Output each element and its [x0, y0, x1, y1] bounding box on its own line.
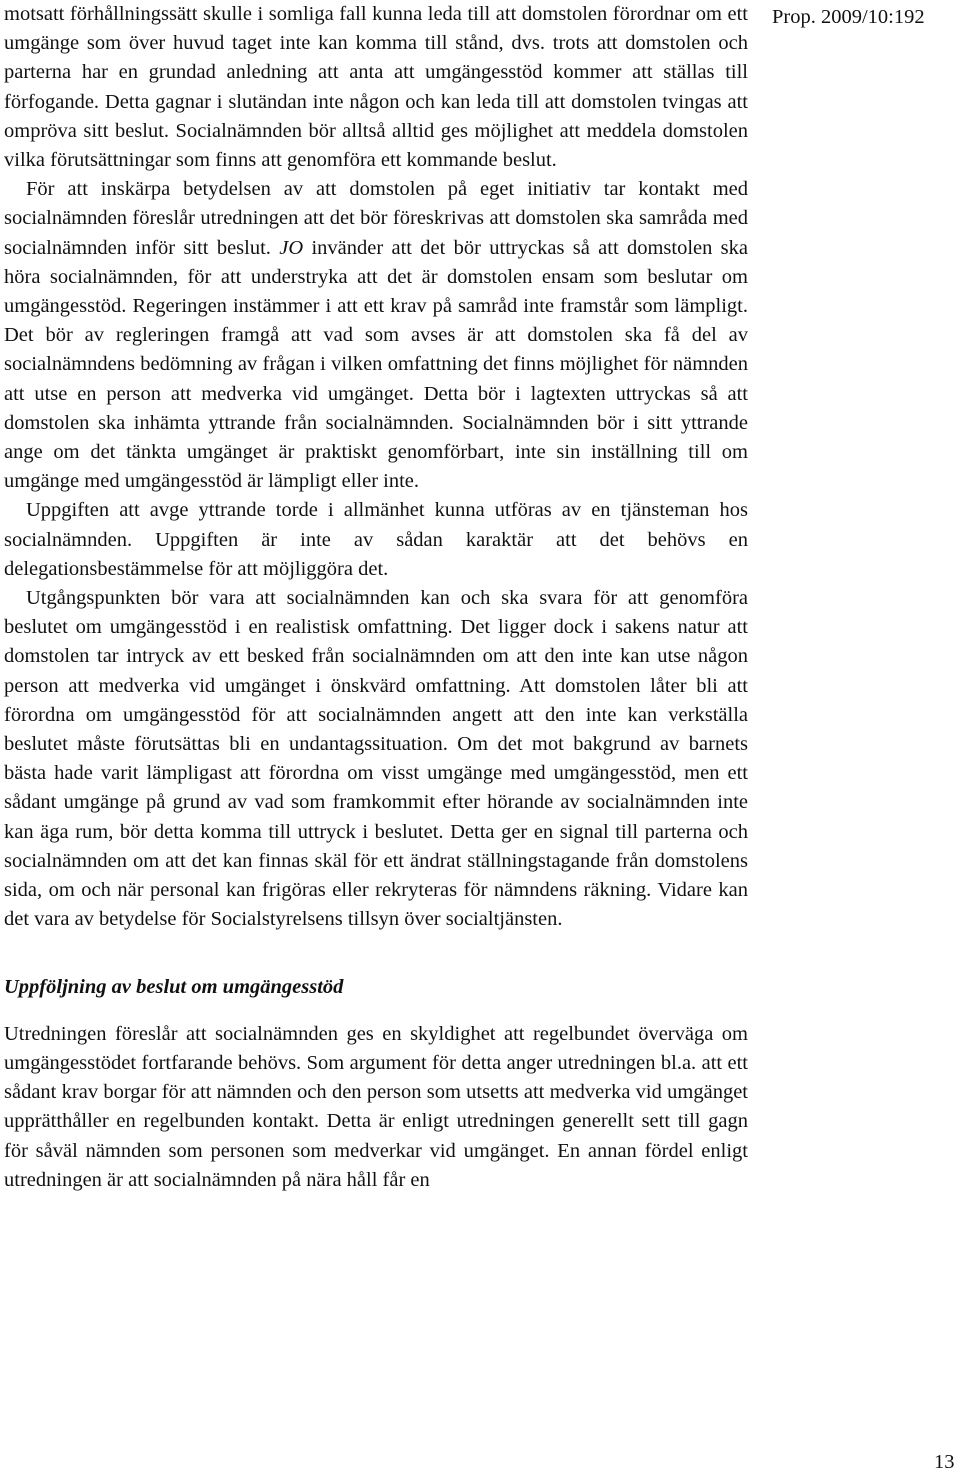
- proposition-reference: Prop. 2009/10:192: [772, 6, 925, 28]
- paragraph-delegation: Uppgiften att avge yttrande torde i allmänhet kunna utföras av en tjänsteman hos socialnämnden. Uppgiften är inte av sådan karaktär att det behövs en delegationsbestämmelse för att möjliggöra det.: [4, 499, 748, 580]
- paragraph-consultation: [4, 175, 748, 496]
- page-number: 13: [934, 1451, 955, 1473]
- jo-abbreviation: JO: [279, 236, 304, 259]
- paragraph-consultation-text-after: invänder att det bör uttryckas så att domstolen ska höra socialnämnden, för att understryka att det är domstolen ensam som beslutar om umgängesstöd. Regeringen instämmer i att ett krav på samråd inte framstår som lämpligt. Det bör av regleringen framgå att vad som avses är att domstolen ska få del av socialnämndens bedömning av frågan i vilken omfattning det finns möjlighet för nämnden att utse en person att medverka vid umgänget. Detta bör i lagtexten uttryckas så att domstolen ska inhämta yttrande från socialnämnden. Socialnämnden bör i sitt yttrande ange om det tänkta umgänget är praktiskt genomförbart, inte sin inställning till om umgänge med umgängesstöd är lämpligt eller inte.: [4, 236, 749, 493]
- body-text-column: [4, 0, 748, 1195]
- paragraph-starting-point: Utgångspunkten bör vara att socialnämnden kan och ska svara för att genomföra beslutet om umgängesstöd i en realistisk omfattning. Det ligger dock i sakens natur att domstolen tar intryck av ett besked från socialnämnden om att den inte kan utse någon person att medverka vid umgänget i önskvärd omfattning. Att domstolen låter bli att förordna om umgängesstöd för att socialnämnden angett att den inte kan verkställa beslutet måste förutsättas bli en undantagssituation. Om det mot bakgrund av barnets bästa hade varit lämpligast att förordna om visst umgänge med umgängesstöd, men ett sådant umgänge på grund av vad som framkommit efter hörande av socialnämnden inte kan äga rum, bör detta komma till uttryck i beslutet. Detta ger en signal till parterna och socialnämnden om att det kan finnas skäl för ett ändrat ställningstagande från domstolens sida, om och när personal kan frigöras eller rekryteras för nämndens räkning. Vidare kan det vara av betydelse för Socialstyrelsens tillsyn över socialtjänsten.: [4, 587, 748, 931]
- section-heading: Uppföljning av beslut om umgängesstöd: [4, 975, 344, 998]
- paragraph-continuation: motsatt förhållningssätt skulle i somliga fall kunna leda till att domstolen förordnar om ett umgänge som över huvud taget inte kan komma till stånd, dvs. trots att domstolen och parterna har en grundad anledning att anta att umgängesstöd kommer att ställas till förfogande. Detta gagnar i slutändan inte någon och kan leda till att domstolen tvingas att ompröva sitt beslut. Socialnämnden bör alltså alltid ges möjlighet att meddela domstolen vilka förutsättningar som finns att genomföra ett kommande beslut.: [4, 3, 748, 172]
- paragraph-consultation-text-before: För att inskärpa betydelsen av att domstolen på eget initiativ tar kontakt med socialnämnden föreslår utredningen att det bör föreskrivas att domstolen ska samråda med socialnämnden inför sitt beslut.: [4, 178, 748, 259]
- section-paragraph: Utredningen föreslår att socialnämnden ges en skyldighet att regelbundet överväga om umgängesstödet fortfarande behövs. Som argument för detta anger utredningen bl.a. att ett sådant krav borgar för att nämnden och den person som utsetts att medverka vid umgänget upprätthåller en regelbunden kontakt. Detta är enligt utredningen generellt sett till gagn för såväl nämnden som personen som medverkar vid umgänget. En annan fördel enligt utredningen är att socialnämnden på nära håll får en: [4, 1022, 748, 1191]
